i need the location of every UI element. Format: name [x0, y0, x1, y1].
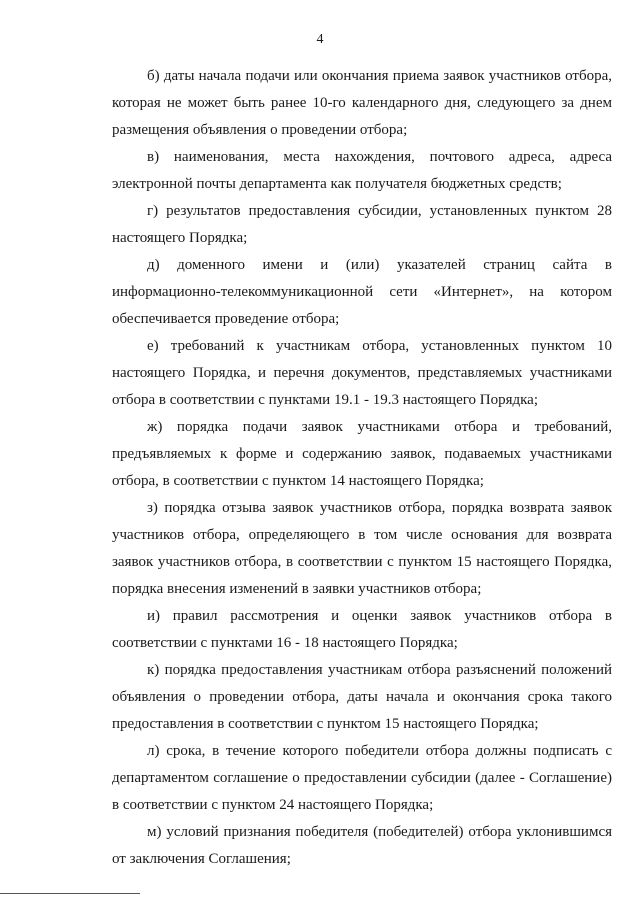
paragraph-v: в) наименования, места нахождения, почтового адреса, адреса электронной почты департамента как получателя бюджетных средств;	[112, 149, 612, 192]
paragraph-k: к) порядка предоставления участникам отбора разъяснений положений объявления о проведении отбора, даты начала и окончания срока такого предоставления в соответствии с пунктом 15 настоящего Порядка;	[112, 662, 612, 732]
paragraph-m: м) условий признания победителя (победителей) отбора уклонившимся от заключения Соглашения;	[112, 824, 612, 867]
document-body	[112, 63, 612, 873]
paragraph-zh: ж) порядка подачи заявок участниками отбора и требований, предъявляемых к форме и содержанию заявок, подаваемых участниками отбора, в соответствии с пунктом 14 настоящего Порядка;	[112, 419, 612, 489]
paragraph-b: б) даты начала подачи или окончания приема заявок участников отбора, которая не может быть ранее 10-го календарного дня, следующего за днем размещения объявления о проведении отбора;	[112, 68, 612, 138]
page-number: 4	[316, 32, 324, 47]
footer-rule	[0, 893, 140, 894]
paragraph-l: л) срока, в течение которого победители отбора должны подписать с департаментом соглашение о предоставлении субсидии (далее - Соглашение) в соответствии с пунктом 24 настоящего Порядка;	[112, 743, 612, 813]
paragraph-e: е) требований к участникам отбора, установленных пунктом 10 настоящего Порядка, и перечня документов, представляемых участниками отбора в соответствии с пунктами 19.1 - 19.3 настоящего Порядка;	[112, 338, 612, 408]
paragraph-d: д) доменного имени и (или) указателей страниц сайта в информационно-телекоммуникационной сети «Интернет», на котором обеспечивается проведение отбора;	[112, 257, 612, 327]
paragraph-z: з) порядка отзыва заявок участников отбора, порядка возврата заявок участников отбора, определяющего в том числе основания для возврата заявок участников отбора, в соответствии с пунктом 15 настоящего Порядка, порядка внесения изменений в заявки участников отбора;	[112, 500, 612, 597]
paragraph-g: г) результатов предоставления субсидии, установленных пунктом 28 настоящего Порядка;	[112, 203, 612, 246]
paragraph-i: и) правил рассмотрения и оценки заявок участников отбора в соответствии с пунктами 16 - 18 настоящего Порядка;	[112, 608, 612, 651]
